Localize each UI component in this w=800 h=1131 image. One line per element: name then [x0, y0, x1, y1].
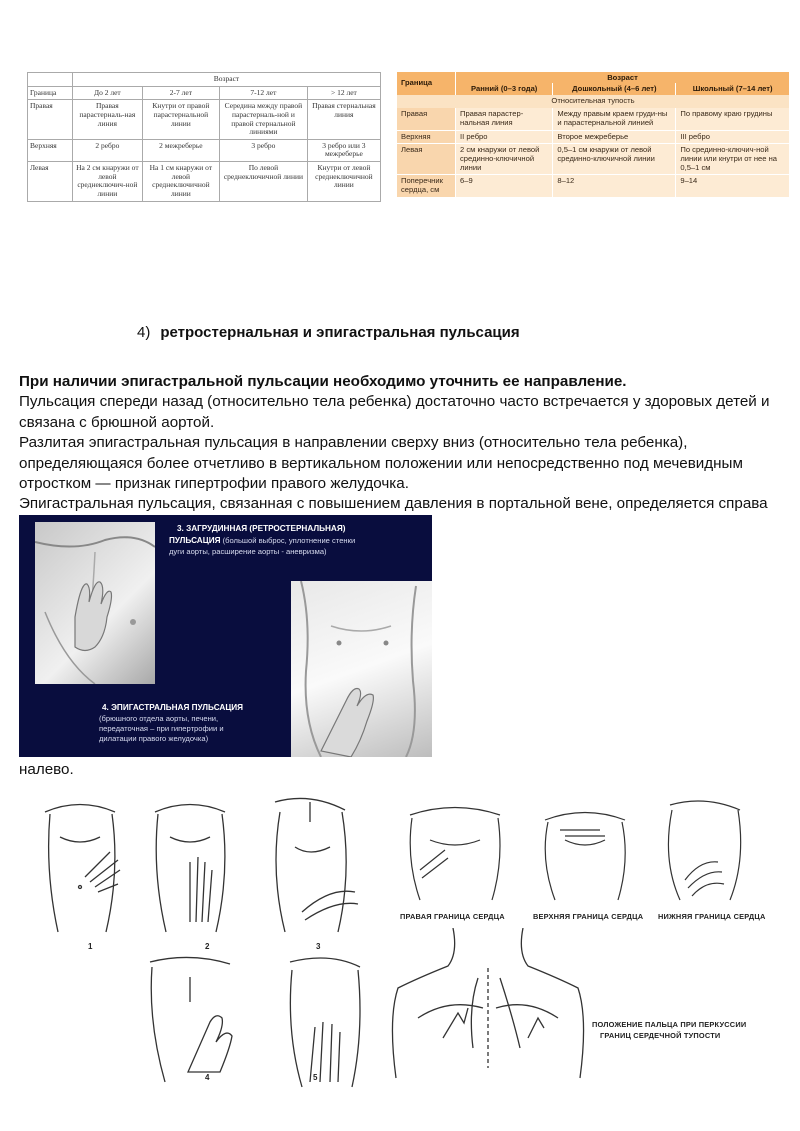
- table2-cell: 0,5–1 см кнаружи от левой срединно-ключичной линии: [553, 144, 676, 175]
- slide-body-4-line: (брюшного отдела аорты, печени,: [99, 714, 219, 723]
- table2-cell: Между правым краем груди-ны и парастернальной линией: [553, 108, 676, 130]
- table2-header-cell: Дошкольный (4–6 лет): [553, 83, 676, 96]
- retrosternal-palpation-photo: [35, 522, 155, 684]
- table-row: [28, 139, 381, 161]
- table1-header-cell: 7-12 лет: [220, 86, 308, 100]
- slide-body-4-line: передаточная – при гипертрофии и: [99, 723, 224, 733]
- slide-body-3: [169, 536, 355, 557]
- caption-finger-position-1: ПОЛОЖЕНИЕ ПАЛЬЦА ПРИ ПЕРКУССИИ: [592, 1020, 747, 1029]
- caption-lower-border: НИЖНЯЯ ГРАНИЦА СЕРДЦА: [658, 912, 766, 921]
- table1-cell: На 1 см кнаружи от левой среднеключичной линии: [142, 162, 219, 202]
- table1-header-cell: Граница: [28, 86, 73, 100]
- table1-cell: По левой среднеключичной линии: [220, 162, 308, 202]
- pulsation-slide: [19, 515, 432, 757]
- table2-header-cell: Ранний (0–3 года): [456, 83, 553, 96]
- epigastric-palpation-photo: [291, 581, 432, 757]
- slide-body-3a: (большой выброс, уплотнение стенки: [220, 536, 356, 545]
- age-borders-table-1: [27, 72, 381, 202]
- table1-cell: Кнутри от левой среднеключичной линии: [307, 162, 380, 202]
- table2-cell: 8–12: [553, 175, 676, 197]
- section-heading: [137, 324, 520, 341]
- figure-number: 2: [205, 942, 210, 951]
- paragraph: Пульсация спереди назад (относительно тела ребенка) достаточно часто встречается у здоровых детей и связана с брюшной аортой.: [19, 393, 770, 431]
- table-row: [397, 108, 790, 130]
- heart-percussion-diagram: [388, 928, 588, 1120]
- table1-header-cell: > 12 лет: [307, 86, 380, 100]
- table2-cell: По срединно-ключич-ной линии или кнутри от нее на 0,5–1 см: [676, 144, 790, 175]
- table2-cell: Левая: [397, 144, 456, 175]
- heading-number: 4): [137, 324, 151, 341]
- table2-cell: II ребро: [456, 130, 553, 144]
- table2-header-cell: Школьный (7–14 лет): [676, 83, 790, 96]
- table2-cell: Правая: [397, 108, 456, 130]
- table-row: [397, 144, 790, 175]
- caption-right-border: ПРАВАЯ ГРАНИЦА СЕРДЦА: [400, 912, 505, 921]
- table2-group-header: Возраст: [456, 72, 790, 83]
- slide-body-4-line: дилатации правого желудочка): [99, 733, 209, 743]
- table1-cell: 2 ребро: [73, 139, 143, 161]
- table2-cell: По правому краю грудины: [676, 108, 790, 130]
- table1-cell: Правая парастерналь-ная линия: [73, 100, 143, 140]
- table1-header-cell: До 2 лет: [73, 86, 143, 100]
- table2-cell: 2 см кнаружи от левой срединно-ключичной линии: [456, 144, 553, 175]
- figure-number: 5: [313, 1073, 318, 1082]
- slide-title-3b: ПУЛЬСАЦИЯ: [169, 536, 221, 545]
- table1-cell: Левая: [28, 162, 73, 202]
- table1-cell: Правая стернальная линия: [307, 100, 380, 140]
- table1-cell: Середина между правой парастерналь-ной и правой стернальной линиями: [220, 100, 308, 140]
- paragraph-lead: При наличии эпигастральной пульсации необходимо уточнить ее направление.: [19, 373, 627, 390]
- slide-body-3b: дуги аорты, расширение аорты - аневризма): [169, 546, 327, 556]
- table-row: [28, 162, 381, 202]
- figure-number: 4: [205, 1073, 210, 1082]
- table1-cell: Правая: [28, 100, 73, 140]
- table1-corner: [28, 73, 73, 87]
- paragraph: Разлитая эпигастральная пульсация в направлении сверху вниз (относительно тела ребенка), определяющаяся более отчетливо в вертикальном положении или непосредственно под мечевидным отростком — признак гипертрофии правого желудочка.: [19, 434, 743, 492]
- table2-cell: Поперечник сердца, см: [397, 175, 456, 197]
- figure-number: 3: [316, 942, 321, 951]
- table2-cell: Правая парастер-нальная линия: [456, 108, 553, 130]
- slide-body-4: [99, 714, 224, 744]
- slide-title-3: 3. ЗАГРУДИННАЯ (РЕТРОСТЕРНАЛЬНАЯ): [177, 524, 346, 533]
- table1-group-header: Возраст: [73, 73, 381, 87]
- table1-cell: 3 ребро или 3 межреберье: [307, 139, 380, 161]
- paragraph: налево.: [19, 761, 74, 778]
- table2-section-header: Относительная тупость: [397, 95, 790, 108]
- table1-header-cell: 2-7 лет: [142, 86, 219, 100]
- table1-cell: 3 ребро: [220, 139, 308, 161]
- table2-corner: Граница: [397, 72, 456, 95]
- table1-cell: 2 межреберье: [142, 139, 219, 161]
- figure-number: 1: [88, 942, 93, 951]
- table2-cell: III ребро: [676, 130, 790, 144]
- table2-cell: 6–9: [456, 175, 553, 197]
- heading-text: ретростернальная и эпигастральная пульсация: [160, 324, 520, 341]
- table1-cell: Кнутри от правой парастернальной линии: [142, 100, 219, 140]
- table-row: [397, 175, 790, 197]
- slide-title-4: 4. ЭПИГАСТРАЛЬНАЯ ПУЛЬСАЦИЯ: [102, 703, 244, 712]
- table-row: [397, 130, 790, 144]
- age-borders-table-2: [397, 72, 790, 198]
- table1-cell: На 2 см кнаружи от левой среднеключич-ной линии: [73, 162, 143, 202]
- caption-upper-border: ВЕРХНЯЯ ГРАНИЦА СЕРДЦА: [533, 912, 644, 921]
- table2-cell: 9–14: [676, 175, 790, 197]
- caption-finger-position-2: ГРАНИЦ СЕРДЕЧНОЙ ТУПОСТИ: [600, 1031, 721, 1040]
- table2-cell: Верхняя: [397, 130, 456, 144]
- table2-cell: Второе межреберье: [553, 130, 676, 144]
- table-row: [28, 100, 381, 140]
- percussion-border-drawings: [400, 790, 760, 910]
- table1-cell: Верхняя: [28, 139, 73, 161]
- paragraph: Эпигастральная пульсация, связанная с повышением давления в портальной вене, определяется справа: [19, 495, 768, 512]
